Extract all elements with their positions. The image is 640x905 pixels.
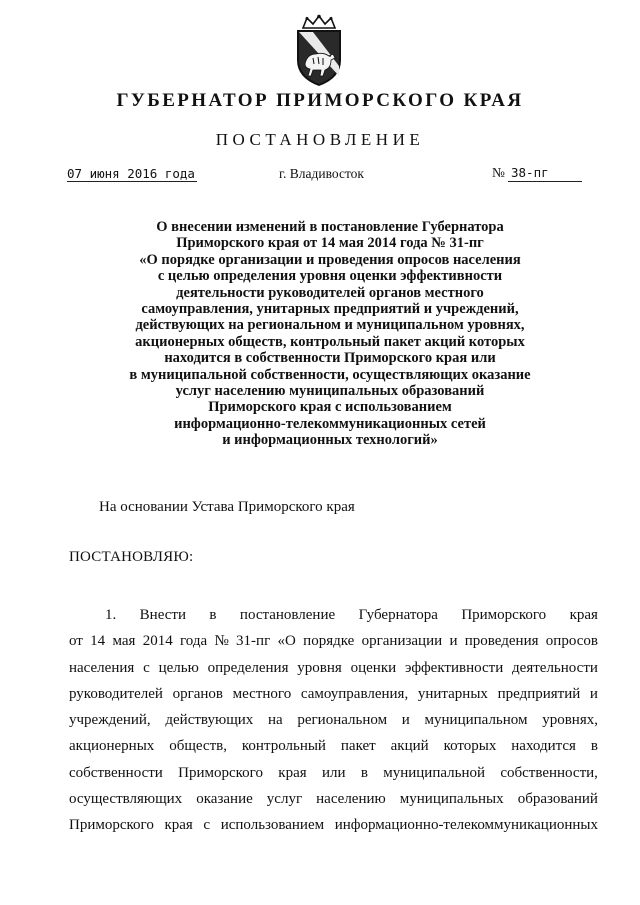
- title-line: информационно-телекоммуникационных сетей: [174, 415, 486, 432]
- title-line: акционерных обществ, контрольный пакет акций которых: [135, 333, 525, 350]
- body-line: населения с целью определения уровня оценки эффективности деятельности: [69, 659, 598, 676]
- body-line: руководителей органов местного самоуправления, унитарных предприятий и: [69, 685, 598, 702]
- document-date: 07 июня 2016 года: [67, 166, 195, 181]
- body-line: осуществляющих оказание услуг населению муниципальных образований: [69, 791, 598, 808]
- resolve-heading: ПОСТАНОВЛЯЮ:: [69, 549, 194, 565]
- document-title: [60, 219, 600, 449]
- legal-basis: На основании Устава Приморского края: [99, 499, 355, 515]
- title-line: самоуправления, унитарных предприятий и учреждений,: [141, 301, 519, 318]
- body-paragraph: [69, 602, 598, 839]
- body-line: 1. Внести в постановление Губернатора Приморского края: [105, 607, 598, 623]
- coat-of-arms-emblem-icon: [283, 14, 355, 88]
- document-number: [492, 165, 585, 182]
- title-line: в муниципальной собственности, осуществляющих оказание: [129, 366, 531, 383]
- title-line: услуг населению муниципальных образований: [175, 383, 485, 400]
- body-line: акционерных обществ, контрольный пакет акций которых находится в: [69, 738, 598, 755]
- document-type: ПОСТАНОВЛЕНИЕ: [215, 130, 425, 149]
- title-line: и информационных технологий»: [222, 432, 438, 449]
- number-value: 38-пг: [508, 165, 582, 182]
- title-line: находится в собственности Приморского края или: [164, 350, 496, 367]
- title-line: Приморского края от 14 мая 2014 года № 31-пг: [176, 235, 484, 252]
- title-line: Приморского края с использованием: [208, 399, 452, 416]
- number-sign: №: [492, 165, 505, 180]
- title-line: О внесении изменений в постановление Губернатора: [156, 219, 504, 235]
- title-line: с целью определения уровня оценки эффективности: [157, 268, 503, 285]
- authority-title: ГУБЕРНАТОР ПРИМОРСКОГО КРАЯ: [116, 90, 524, 111]
- title-line: «О порядке организации и проведения опросов населения: [139, 251, 521, 268]
- body-line: Приморского края с использованием информационно-телекоммуникационных: [69, 817, 598, 834]
- title-line: действующих на региональном и муниципальном уровнях,: [135, 317, 525, 334]
- body-line: от 14 мая 2014 года № 31-пг «О порядке организации и проведения опросов: [69, 633, 598, 650]
- document-city: г. Владивосток: [279, 166, 364, 181]
- title-line: деятельности руководителей органов местного: [176, 284, 484, 301]
- body-line: собственности Приморского края или в муниципальной собственности,: [69, 764, 598, 781]
- body-line: учреждений, действующих на региональном и муниципальном уровнях,: [69, 712, 598, 729]
